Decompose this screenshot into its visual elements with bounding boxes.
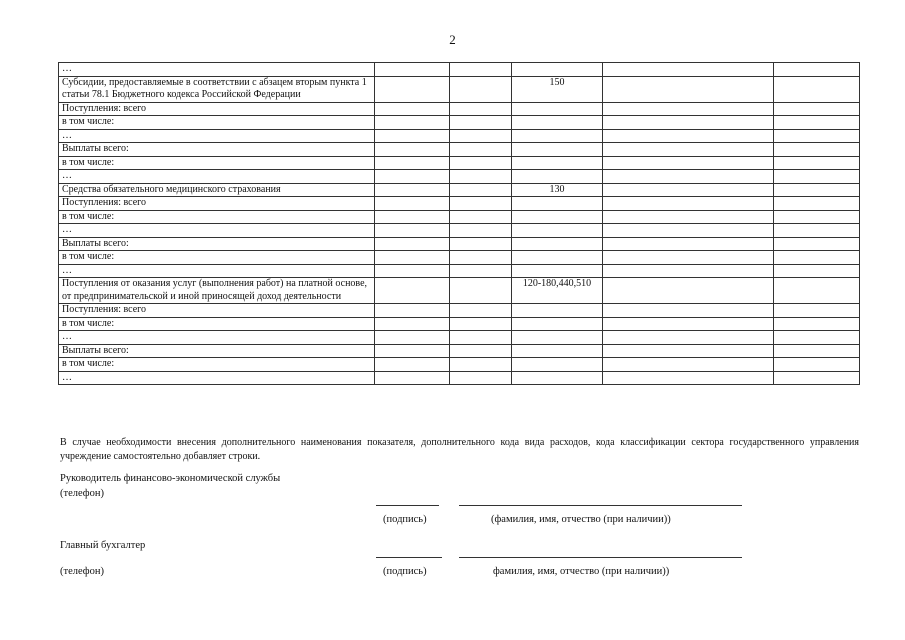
empty-cell xyxy=(450,264,512,278)
empty-cell xyxy=(375,358,450,372)
empty-cell xyxy=(375,224,450,238)
page-number: 2 xyxy=(449,32,456,47)
empty-cell xyxy=(774,76,860,102)
row-label: … xyxy=(59,63,375,77)
table-row xyxy=(59,76,860,102)
empty-cell xyxy=(450,143,512,157)
empty-cell xyxy=(774,371,860,385)
empty-cell xyxy=(375,102,450,116)
row-code xyxy=(512,344,603,358)
empty-cell xyxy=(375,156,450,170)
table-body xyxy=(59,63,860,385)
empty-cell xyxy=(603,237,774,251)
table-row xyxy=(59,371,860,385)
empty-cell xyxy=(603,156,774,170)
empty-cell xyxy=(603,116,774,130)
empty-cell xyxy=(450,156,512,170)
empty-cell xyxy=(375,129,450,143)
empty-cell xyxy=(375,143,450,157)
row-label: … xyxy=(59,264,375,278)
empty-cell xyxy=(774,331,860,345)
row-label: Выплаты всего: xyxy=(59,344,375,358)
row-code xyxy=(512,224,603,238)
empty-cell xyxy=(603,358,774,372)
row-code xyxy=(512,102,603,116)
empty-cell xyxy=(375,344,450,358)
footnote-text: В случае необходимости внесения дополнительного наименования показателя, дополнительного кода вида расходов, кода классификации сектора государственного управления учреждение самостоятельно добавляет строки. xyxy=(60,437,859,462)
empty-cell xyxy=(450,170,512,184)
empty-cell xyxy=(450,116,512,130)
row-code xyxy=(512,116,603,130)
chief-accountant-label: Главный бухгалтер xyxy=(60,540,146,551)
row-code: 150 xyxy=(512,76,603,102)
row-label: Субсидии, предоставляемые в соответствии с абзацем вторым пункта 1 статьи 78.1 Бюджетного кодекса Российской Федерации xyxy=(59,76,375,102)
empty-cell xyxy=(603,63,774,77)
empty-cell xyxy=(450,331,512,345)
empty-cell xyxy=(774,116,860,130)
table-row xyxy=(59,344,860,358)
empty-cell xyxy=(603,197,774,211)
table-row xyxy=(59,304,860,318)
empty-cell xyxy=(375,197,450,211)
row-code xyxy=(512,264,603,278)
empty-cell xyxy=(774,129,860,143)
empty-cell xyxy=(603,304,774,318)
row-code xyxy=(512,304,603,318)
table-row xyxy=(59,224,860,238)
empty-cell xyxy=(774,197,860,211)
row-label: в том числе: xyxy=(59,210,375,224)
row-label: … xyxy=(59,129,375,143)
financial-plan-table xyxy=(58,62,860,385)
table-row xyxy=(59,170,860,184)
empty-cell xyxy=(450,304,512,318)
empty-cell xyxy=(603,264,774,278)
empty-cell xyxy=(774,344,860,358)
table-row xyxy=(59,116,860,130)
empty-cell xyxy=(450,129,512,143)
empty-cell xyxy=(375,170,450,184)
empty-cell xyxy=(450,237,512,251)
row-code xyxy=(512,129,603,143)
row-code xyxy=(512,170,603,184)
phone-label-2: (телефон) xyxy=(60,566,104,577)
signature-line-1 xyxy=(376,505,439,506)
name-caption-1: (фамилия, имя, отчество (при наличии)) xyxy=(491,514,671,525)
empty-cell xyxy=(450,278,512,304)
empty-cell xyxy=(450,183,512,197)
row-code xyxy=(512,358,603,372)
row-label: … xyxy=(59,170,375,184)
empty-cell xyxy=(450,197,512,211)
empty-cell xyxy=(375,210,450,224)
empty-cell xyxy=(774,224,860,238)
row-label: в том числе: xyxy=(59,317,375,331)
name-line-1 xyxy=(459,505,742,506)
empty-cell xyxy=(450,102,512,116)
empty-cell xyxy=(603,251,774,265)
empty-cell xyxy=(603,331,774,345)
empty-cell xyxy=(450,358,512,372)
table-row xyxy=(59,331,860,345)
table-row xyxy=(59,129,860,143)
head-finance-service-label: Руководитель финансово-экономической службы xyxy=(60,473,281,484)
row-label: Поступления: всего xyxy=(59,197,375,211)
row-label: Поступления: всего xyxy=(59,304,375,318)
empty-cell xyxy=(774,358,860,372)
empty-cell xyxy=(375,264,450,278)
empty-cell xyxy=(603,224,774,238)
empty-cell xyxy=(603,317,774,331)
empty-cell xyxy=(774,170,860,184)
row-label: в том числе: xyxy=(59,251,375,265)
row-label: Выплаты всего: xyxy=(59,143,375,157)
row-code xyxy=(512,143,603,157)
empty-cell xyxy=(450,317,512,331)
empty-cell xyxy=(774,264,860,278)
table-row xyxy=(59,143,860,157)
table-row xyxy=(59,197,860,211)
empty-cell xyxy=(774,251,860,265)
empty-cell xyxy=(375,317,450,331)
empty-cell xyxy=(375,251,450,265)
row-code xyxy=(512,210,603,224)
empty-cell xyxy=(603,129,774,143)
table-row xyxy=(59,358,860,372)
empty-cell xyxy=(375,237,450,251)
row-code: 120-180,440,510 xyxy=(512,278,603,304)
empty-cell xyxy=(603,102,774,116)
empty-cell xyxy=(450,251,512,265)
empty-cell xyxy=(774,210,860,224)
row-label: … xyxy=(59,331,375,345)
row-code xyxy=(512,251,603,265)
empty-cell xyxy=(450,63,512,77)
row-code xyxy=(512,331,603,345)
empty-cell xyxy=(375,331,450,345)
row-code xyxy=(512,197,603,211)
empty-cell xyxy=(603,344,774,358)
empty-cell xyxy=(450,76,512,102)
row-label: в том числе: xyxy=(59,116,375,130)
table-row xyxy=(59,237,860,251)
row-label: Выплаты всего: xyxy=(59,237,375,251)
signature-caption-2: (подпись) xyxy=(383,566,427,577)
row-code: 130 xyxy=(512,183,603,197)
table-row xyxy=(59,102,860,116)
row-label: Поступления: всего xyxy=(59,102,375,116)
empty-cell xyxy=(375,278,450,304)
row-label: в том числе: xyxy=(59,358,375,372)
table-row xyxy=(59,210,860,224)
empty-cell xyxy=(450,344,512,358)
empty-cell xyxy=(603,371,774,385)
empty-cell xyxy=(375,116,450,130)
empty-cell xyxy=(774,156,860,170)
phone-label-1: (телефон) xyxy=(60,488,104,499)
empty-cell xyxy=(774,278,860,304)
empty-cell xyxy=(603,143,774,157)
table-row xyxy=(59,251,860,265)
row-label: Поступления от оказания услуг (выполнения работ) на платной основе, от предпринимательской и иной приносящей доход деятельности xyxy=(59,278,375,304)
empty-cell xyxy=(375,304,450,318)
empty-cell xyxy=(774,317,860,331)
empty-cell xyxy=(774,143,860,157)
row-code xyxy=(512,63,603,77)
table-row xyxy=(59,317,860,331)
empty-cell xyxy=(375,183,450,197)
row-code xyxy=(512,237,603,251)
table-row xyxy=(59,156,860,170)
empty-cell xyxy=(450,210,512,224)
empty-cell xyxy=(774,183,860,197)
empty-cell xyxy=(774,102,860,116)
empty-cell xyxy=(603,170,774,184)
empty-cell xyxy=(603,183,774,197)
table-row xyxy=(59,63,860,77)
signature-line-2 xyxy=(376,557,442,558)
table-row xyxy=(59,183,860,197)
table-row xyxy=(59,278,860,304)
name-caption-2: фамилия, имя, отчество (при наличии)) xyxy=(493,566,670,577)
empty-cell xyxy=(450,371,512,385)
empty-cell xyxy=(375,371,450,385)
row-label: … xyxy=(59,224,375,238)
empty-cell xyxy=(774,237,860,251)
empty-cell xyxy=(774,304,860,318)
empty-cell xyxy=(603,210,774,224)
empty-cell xyxy=(375,76,450,102)
row-code xyxy=(512,156,603,170)
row-code xyxy=(512,317,603,331)
empty-cell xyxy=(774,63,860,77)
name-line-2 xyxy=(459,557,742,558)
table-row xyxy=(59,264,860,278)
empty-cell xyxy=(603,76,774,102)
empty-cell xyxy=(375,63,450,77)
signature-caption-1: (подпись) xyxy=(383,514,427,525)
row-label: в том числе: xyxy=(59,156,375,170)
empty-cell xyxy=(450,224,512,238)
empty-cell xyxy=(603,278,774,304)
row-label: Средства обязательного медицинского страхования xyxy=(59,183,375,197)
row-label: … xyxy=(59,371,375,385)
row-code xyxy=(512,371,603,385)
